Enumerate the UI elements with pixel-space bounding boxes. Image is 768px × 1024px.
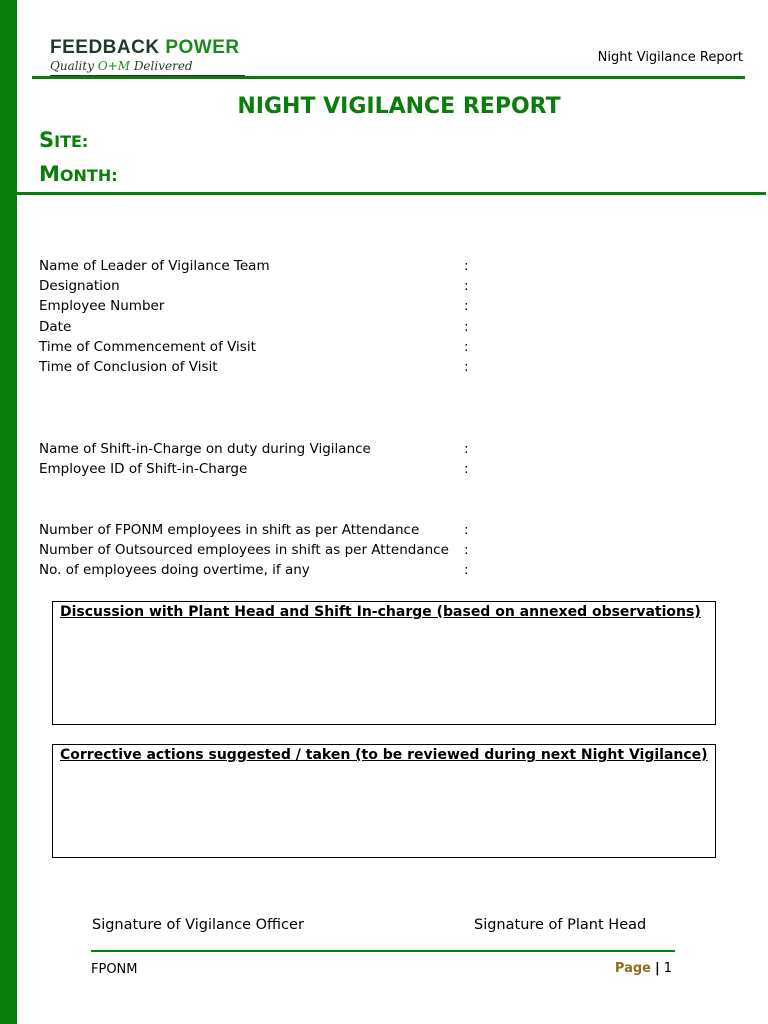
field-date: Date [39, 319, 72, 335]
logo-tagline: Quality O+M Delivered [50, 59, 193, 73]
field-commencement-time: Time of Commencement of Visit [39, 339, 256, 355]
section-divider [17, 192, 766, 195]
field-leader-name: Name of Leader of Vigilance Team [39, 258, 270, 274]
logo-wordmark: FEEDBACK POWER [50, 37, 240, 58]
field-colon: : [464, 359, 469, 375]
field-designation: Designation [39, 278, 120, 294]
field-shift-in-charge-id: Employee ID of Shift-in-Charge [39, 461, 248, 477]
footer-divider [91, 950, 675, 952]
field-overtime-employees: No. of employees doing overtime, if any [39, 562, 310, 578]
header-divider [32, 76, 745, 79]
month-label: MONTH: [39, 162, 118, 186]
side-accent-bar [0, 0, 17, 1024]
report-title: NIGHT VIGILANCE REPORT [237, 94, 561, 119]
discussion-box[interactable] [52, 601, 716, 725]
field-colon: : [464, 542, 469, 558]
corrective-actions-box[interactable] [52, 744, 716, 858]
field-employee-number: Employee Number [39, 298, 165, 314]
field-shift-in-charge-name: Name of Shift-in-Charge on duty during Vigilance [39, 441, 371, 457]
field-colon: : [464, 298, 469, 314]
site-label: SITE: [39, 128, 89, 152]
company-logo [50, 38, 245, 76]
field-outsourced-employees: Number of Outsourced employees in shift as per Attendance [39, 542, 449, 558]
field-conclusion-time: Time of Conclusion of Visit [39, 359, 218, 375]
field-colon: : [464, 339, 469, 355]
field-fponm-employees: Number of FPONM employees in shift as per Attendance [39, 522, 420, 538]
page-number: Page | 1 [614, 961, 672, 976]
corrective-actions-box-title: Corrective actions suggested / taken (to be reviewed during next Night Vigilance) [60, 747, 708, 763]
signature-vigilance-officer: Signature of Vigilance Officer [92, 917, 304, 933]
field-colon: : [464, 441, 469, 457]
field-colon: : [464, 258, 469, 274]
field-colon: : [464, 278, 469, 294]
discussion-box-title: Discussion with Plant Head and Shift In-charge (based on annexed observations) [60, 604, 701, 620]
footer-company-code: FPONM [91, 962, 138, 977]
signature-plant-head: Signature of Plant Head [474, 917, 647, 933]
header-running-title: Night Vigilance Report [597, 50, 743, 65]
field-colon: : [464, 522, 469, 538]
field-colon: : [464, 319, 469, 335]
field-colon: : [464, 461, 469, 477]
field-colon: : [464, 562, 469, 578]
